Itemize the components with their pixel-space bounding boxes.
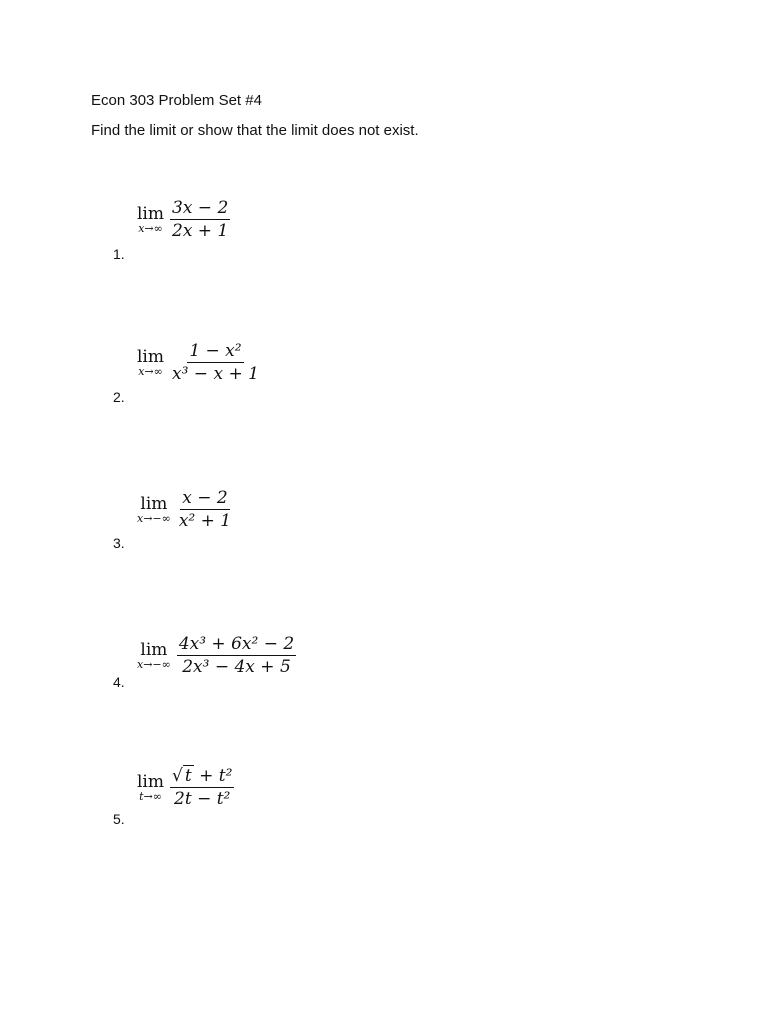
lim-word: lim <box>140 493 168 514</box>
denominator: 2t − t² <box>174 789 231 809</box>
document-title: Econ 303 Problem Set #4 <box>91 92 262 109</box>
fraction <box>170 198 230 241</box>
numerator: 1 − x² <box>189 341 242 361</box>
lim-subscript: t→∞ <box>139 789 162 803</box>
limit-expression <box>137 198 230 241</box>
numerator: 4x³ + 6x² − 2 <box>178 634 295 654</box>
limit-operator <box>137 495 171 525</box>
fraction <box>170 341 261 384</box>
numerator-rest: + t² <box>193 766 233 786</box>
numerator: x − 2 <box>182 488 228 508</box>
instructions: Find the limit or show that the limit does not exist. <box>91 122 419 139</box>
limit-operator <box>137 641 171 671</box>
problem-number: 4. <box>113 674 125 690</box>
numerator <box>170 766 234 788</box>
problem-number: 1. <box>113 246 125 262</box>
lim-subscript: x→−∞ <box>137 657 171 671</box>
limit-operator <box>137 205 164 235</box>
lim-word: lim <box>137 203 164 224</box>
radicand: t <box>184 766 192 786</box>
denominator: x³ − x + 1 <box>172 364 259 384</box>
problem-number: 5. <box>113 811 125 827</box>
problem-number: 3. <box>113 535 125 551</box>
lim-word: lim <box>137 346 164 367</box>
denominator: x² + 1 <box>178 511 232 531</box>
lim-word: lim <box>137 771 164 792</box>
denominator: 2x³ − 4x + 5 <box>182 657 291 677</box>
lim-subscript: x→−∞ <box>137 511 171 525</box>
radical-sign-icon: √ <box>172 766 183 786</box>
fraction <box>170 766 234 809</box>
limit-operator <box>137 773 164 803</box>
problem-number: 2. <box>113 389 125 405</box>
fraction <box>177 488 233 531</box>
numerator: 3x − 2 <box>172 198 229 218</box>
square-root <box>172 766 194 786</box>
lim-word: lim <box>140 639 168 660</box>
denominator: 2x + 1 <box>172 221 229 241</box>
lim-subscript: x→∞ <box>138 364 163 378</box>
fraction <box>177 634 296 677</box>
limit-expression <box>137 634 296 677</box>
limit-expression <box>137 766 234 809</box>
limit-operator <box>137 348 164 378</box>
limit-expression <box>137 488 233 531</box>
limit-expression <box>137 341 261 384</box>
lim-subscript: x→∞ <box>138 221 163 235</box>
